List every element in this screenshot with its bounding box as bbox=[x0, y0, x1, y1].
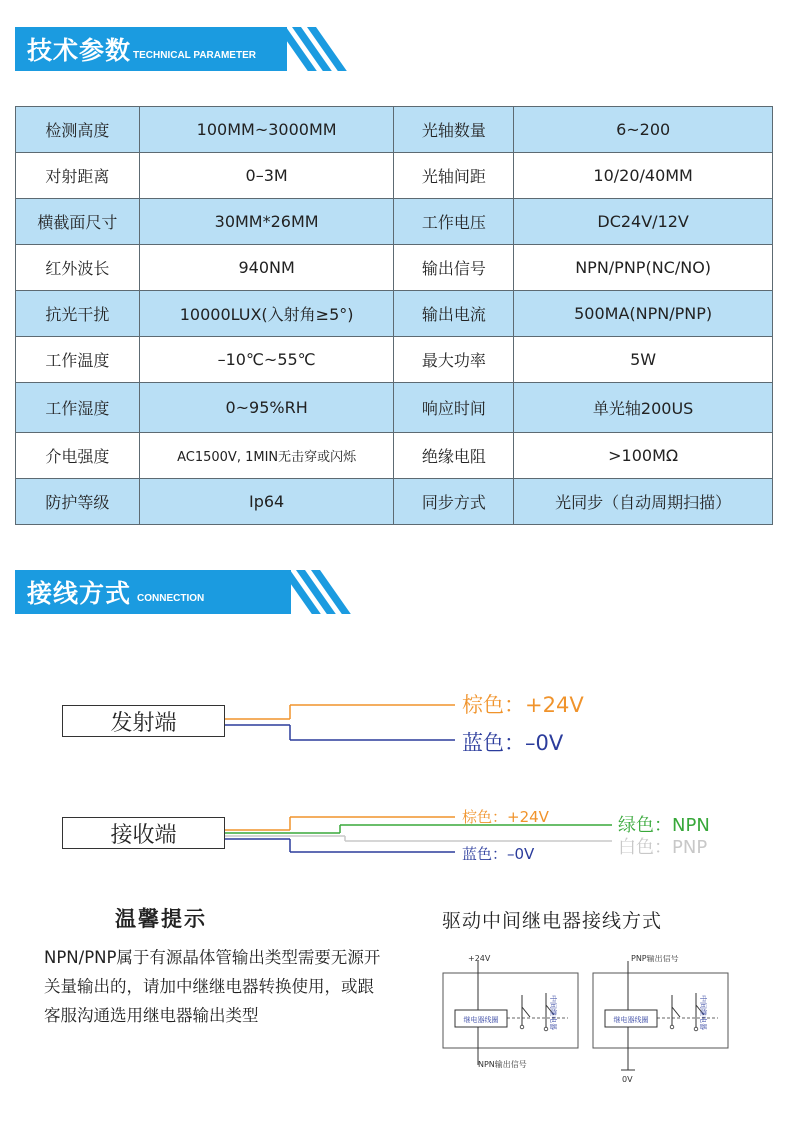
blue-wire-label: 蓝色：–0V bbox=[462, 731, 564, 755]
brown-wire-label: 棕色：+24V bbox=[462, 693, 584, 717]
zero-v-label: 0V bbox=[622, 1075, 633, 1084]
section-header-bar bbox=[15, 570, 291, 614]
spec-label: 输出信号 bbox=[394, 245, 514, 291]
spec-label: 输出电流 bbox=[394, 291, 514, 337]
spec-label: 光轴间距 bbox=[394, 153, 514, 199]
section-title-en: TECHNICAL PARAMETER bbox=[133, 49, 256, 61]
spec-value: 5W bbox=[514, 337, 773, 383]
green-wire-label: 绿色：NPN bbox=[618, 815, 710, 836]
spec-value: 100MM~3000MM bbox=[139, 107, 394, 153]
brown-wire-label-small: 棕色：+24V bbox=[462, 808, 549, 826]
emitter-label: 发射端 bbox=[110, 710, 177, 736]
tips-text: NPN/PNP属于有源晶体管输出类型需要无源开关量输出的，请加中继继电器转换使用，或跟客服沟通选用继电器输出类型 bbox=[44, 948, 381, 1025]
spec-value: Ip64 bbox=[139, 479, 394, 525]
spec-label: 红外波长 bbox=[16, 245, 140, 291]
spec-value: 0~95%RH bbox=[139, 383, 394, 433]
wiring-diagram bbox=[0, 660, 800, 880]
spec-value: 10/20/40MM bbox=[514, 153, 773, 199]
spec-value: 光同步（自动周期扫描） bbox=[514, 479, 773, 525]
section-header-connection bbox=[15, 570, 345, 614]
spec-label: 最大功率 bbox=[394, 337, 514, 383]
relay-diagrams bbox=[438, 955, 738, 1090]
spec-table bbox=[15, 106, 773, 525]
spec-label: 工作电压 bbox=[394, 199, 514, 245]
receiver-box bbox=[62, 817, 225, 849]
spec-label: 光轴数量 bbox=[394, 107, 514, 153]
table-row bbox=[16, 199, 773, 245]
receiver-label: 接收端 bbox=[110, 822, 177, 848]
spec-label: 对射距离 bbox=[16, 153, 140, 199]
spec-value: 30MM*26MM bbox=[139, 199, 394, 245]
spec-label: 工作湿度 bbox=[16, 383, 140, 433]
spec-value: NPN/PNP(NC/NO) bbox=[514, 245, 773, 291]
relay-coil-label: 继电器线圈 bbox=[463, 1016, 499, 1024]
section-title-zh: 技术参数 bbox=[27, 36, 132, 65]
spec-value: 0–3M bbox=[139, 153, 394, 199]
spec-label: 绝缘电阻 bbox=[394, 433, 514, 479]
spec-label: 响应时间 bbox=[394, 383, 514, 433]
spec-label: 抗光干扰 bbox=[16, 291, 140, 337]
section-title-zh: 接线方式 bbox=[27, 579, 132, 608]
section-header-bar bbox=[15, 27, 287, 71]
table-row bbox=[16, 153, 773, 199]
table-row bbox=[16, 337, 773, 383]
table-row bbox=[16, 245, 773, 291]
table-row bbox=[16, 479, 773, 525]
spec-label: 同步方式 bbox=[394, 479, 514, 525]
spec-label: 介电强度 bbox=[16, 433, 140, 479]
tips-title: 温馨提示 bbox=[115, 907, 207, 931]
white-wire-label: 白色：PNP bbox=[618, 837, 708, 858]
plus24v-label: +24V bbox=[468, 955, 491, 963]
spec-value: >100MΩ bbox=[514, 433, 773, 479]
spec-value: AC1500V, 1MIN无击穿或闪烁 bbox=[139, 433, 394, 479]
table-row bbox=[16, 433, 773, 479]
table-row bbox=[16, 291, 773, 337]
relay-diagram-npn bbox=[443, 955, 578, 1069]
relay-coil-label: 继电器线圈 bbox=[613, 1016, 649, 1024]
relay-title: 驱动中间继电器接线方式 bbox=[442, 910, 663, 932]
table-row bbox=[16, 107, 773, 153]
spec-value: 单光轴200US bbox=[514, 383, 773, 433]
section-title-en: CONNECTION bbox=[137, 592, 205, 604]
relay-vertical-label: 中间继电器 bbox=[699, 995, 707, 1030]
relay-diagram-pnp bbox=[593, 955, 728, 1084]
relay-vertical-label: 中间继电器 bbox=[549, 995, 557, 1030]
spec-value: 10000LUX(入射角≥5°) bbox=[139, 291, 394, 337]
spec-value: DC24V/12V bbox=[514, 199, 773, 245]
spec-label: 工作温度 bbox=[16, 337, 140, 383]
spec-value: 940NM bbox=[139, 245, 394, 291]
spec-value: 500MA(NPN/PNP) bbox=[514, 291, 773, 337]
table-row bbox=[16, 383, 773, 433]
spec-label: 横截面尺寸 bbox=[16, 199, 140, 245]
spec-label: 检测高度 bbox=[16, 107, 140, 153]
npn-signal-label: NPN输出信号 bbox=[478, 1060, 527, 1069]
spec-value: 6~200 bbox=[514, 107, 773, 153]
spec-value: –10℃~55℃ bbox=[139, 337, 394, 383]
blue-wire-label-small: 蓝色：–0V bbox=[462, 845, 535, 863]
emitter-box bbox=[62, 705, 225, 737]
section-header-technical bbox=[15, 27, 335, 71]
pnp-signal-label: PNP输出信号 bbox=[631, 955, 679, 963]
spec-label: 防护等级 bbox=[16, 479, 140, 525]
